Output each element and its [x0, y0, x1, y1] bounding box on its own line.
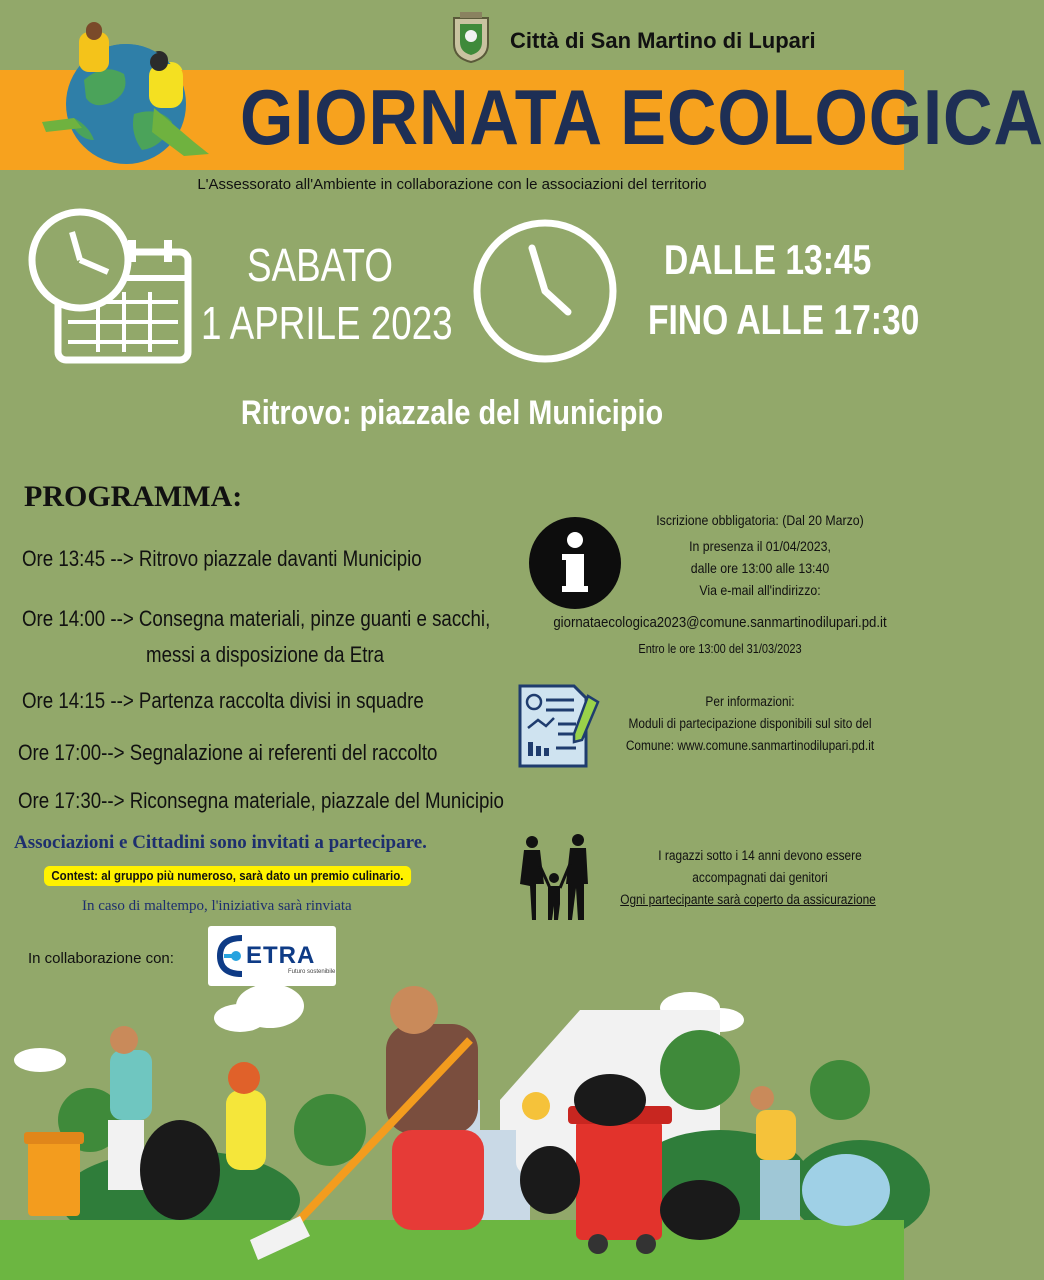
city-name: Città di San Martino di Lupari — [510, 28, 816, 53]
registration-deadline: Entro le ore 13:00 del 31/03/2023 — [638, 642, 802, 656]
collaboration-label: In collaborazione con: — [28, 950, 174, 967]
program-item: Ore 17:00--> Segnalazione ai referenti del raccolto — [18, 740, 438, 765]
contest-highlight: Contest: al gruppo più numeroso, sarà dato un premio culinario. — [44, 866, 411, 886]
info-website[interactable]: Comune: www.comune.sanmartinodilupari.pd.it — [625, 738, 875, 753]
event-date: 1 APRILE 2023 — [201, 297, 453, 349]
program-item: Ore 17:30--> Riconsegna materiale, piazzale del Municipio — [18, 788, 504, 813]
info-title: Per informazioni: — [705, 694, 795, 709]
registration-title: Iscrizione obbligatoria: (Dal 20 Marzo) — [656, 512, 864, 528]
registration-email-label: Via e-mail all'indirizzo: — [699, 582, 821, 598]
etra-logo-icon — [214, 934, 248, 978]
insurance-notice: Ogni partecipante sarà coperto da assicurazione — [620, 892, 876, 907]
time-end: FINO ALLE 17:30 — [648, 296, 920, 343]
registration-hours: dalle ore 13:00 alle 13:40 — [690, 560, 830, 576]
program-item: Ore 14:00 --> Consegna materiali, pinze guanti e sacchi, — [22, 606, 491, 631]
event-day: SABATO — [247, 239, 393, 291]
info-icon — [528, 516, 622, 610]
minors-notice: I ragazzi sotto i 14 anni devono essere — [658, 848, 862, 863]
registration-in-person: In presenza il 01/04/2023, — [689, 538, 831, 554]
program-item: Ore 14:15 --> Partenza raccolta divisi in squadre — [22, 688, 424, 713]
info-forms: Moduli di partecipazione disponibili sul sito del — [628, 716, 872, 731]
registration-email-link[interactable]: giornataecologica2023@comune.sanmartinodilupari.pd.it — [553, 614, 887, 631]
calendar-clock-icon — [28, 206, 198, 366]
minors-notice-continued: accompagnati dai genitori — [692, 870, 828, 885]
program-title: PROGRAMMA: — [24, 480, 243, 513]
form-document-icon — [516, 682, 606, 770]
page-title: GIORNATA ECOLOGICA — [240, 73, 1044, 161]
family-silhouette-icon — [514, 834, 604, 922]
program-item-continued: messi a disposizione da Etra — [146, 642, 385, 667]
cleanup-volunteers-illustration — [0, 980, 904, 1280]
partner-tagline: Futuro sostenibile — [288, 969, 336, 975]
city-crest-icon — [450, 10, 492, 64]
partner-name: ETRA — [246, 942, 316, 969]
meeting-point: Ritrovo: piazzale del Municipio — [240, 394, 664, 432]
invite-text: Associazioni e Cittadini sono invitati a partecipare. — [14, 832, 427, 853]
program-item: Ore 13:45 --> Ritrovo piazzale davanti Municipio — [22, 546, 422, 571]
weather-notice: In caso di maltempo, l'iniziativa sarà rinviata — [82, 898, 352, 914]
clock-icon — [470, 216, 620, 366]
subtitle: L'Assessorato all'Ambiente in collaborazione con le associazioni del territorio — [197, 176, 707, 193]
time-start: DALLE 13:45 — [664, 236, 872, 283]
